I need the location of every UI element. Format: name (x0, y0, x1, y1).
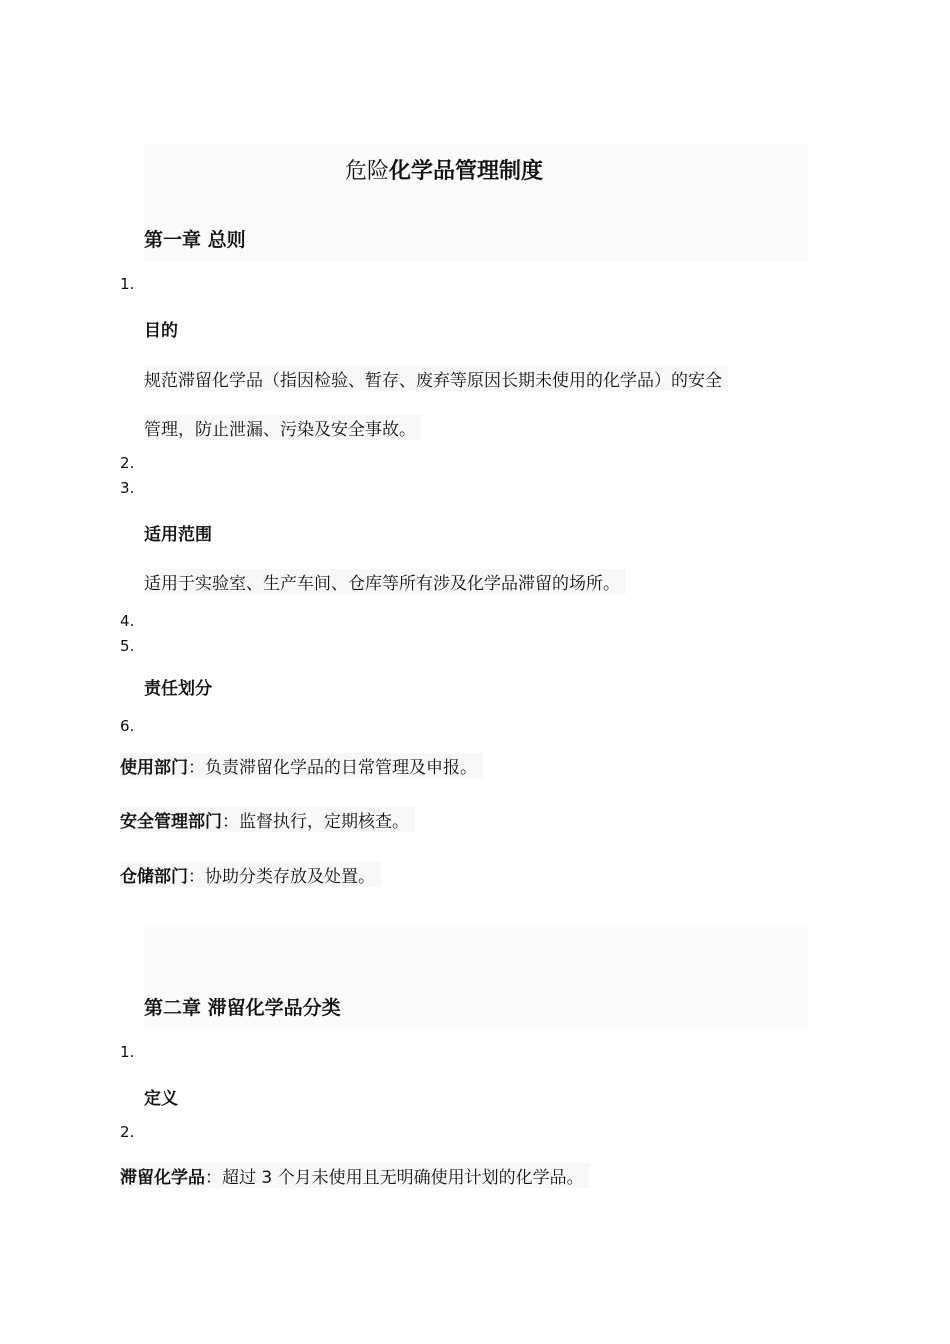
definition-entry (120, 1163, 590, 1188)
responsibility-entry (120, 807, 415, 832)
responsibility-label: 仓储部门 (120, 867, 188, 887)
page-title (0, 154, 888, 185)
definition-text: ：超过 3 个月未使用且无明确使用计划的化学品。 (205, 1168, 584, 1188)
list-number: 6. (120, 717, 135, 735)
purpose-text-line1: 规范滞留化学品（指因检验、暂存、废弃等原因长期未使用的化学品）的安全 (144, 366, 728, 391)
chapter1-heading: 第一章 总则 (144, 229, 246, 251)
responsibility-text: ：负责滞留化学品的日常管理及申报。 (188, 758, 477, 778)
title-part1: 危险 (344, 159, 389, 184)
responsibility-label: 安全管理部门 (120, 812, 222, 832)
definition-label: 滞留化学品 (120, 1168, 205, 1188)
list-number: 2. (120, 1123, 135, 1141)
list-number: 5. (120, 637, 135, 655)
purpose-heading: 目的 (144, 321, 178, 341)
responsibility-text: ：监督执行，定期核查。 (222, 812, 409, 832)
scope-text: 适用于实验室、生产车间、仓库等所有涉及化学品滞留的场所。 (144, 569, 626, 594)
list-number: 1. (120, 275, 135, 293)
scope-heading: 适用范围 (144, 525, 212, 545)
purpose-text-line2: 管理，防止泄漏、污染及安全事故。 (144, 415, 422, 440)
responsibility-label: 使用部门 (120, 758, 188, 778)
responsibility-text: ：协助分类存放及处置。 (188, 867, 375, 887)
responsibility-heading: 责任划分 (144, 679, 212, 699)
responsibility-entry (120, 753, 483, 778)
list-number: 2. (120, 454, 135, 472)
list-number: 1. (120, 1043, 135, 1061)
definition-heading: 定义 (144, 1089, 178, 1109)
list-number: 3. (120, 479, 135, 497)
responsibility-entry (120, 862, 381, 887)
list-number: 4. (120, 612, 135, 630)
title-part2: 化学品管理制度 (389, 159, 544, 184)
chapter2-heading: 第二章 滞留化学品分类 (144, 997, 341, 1019)
